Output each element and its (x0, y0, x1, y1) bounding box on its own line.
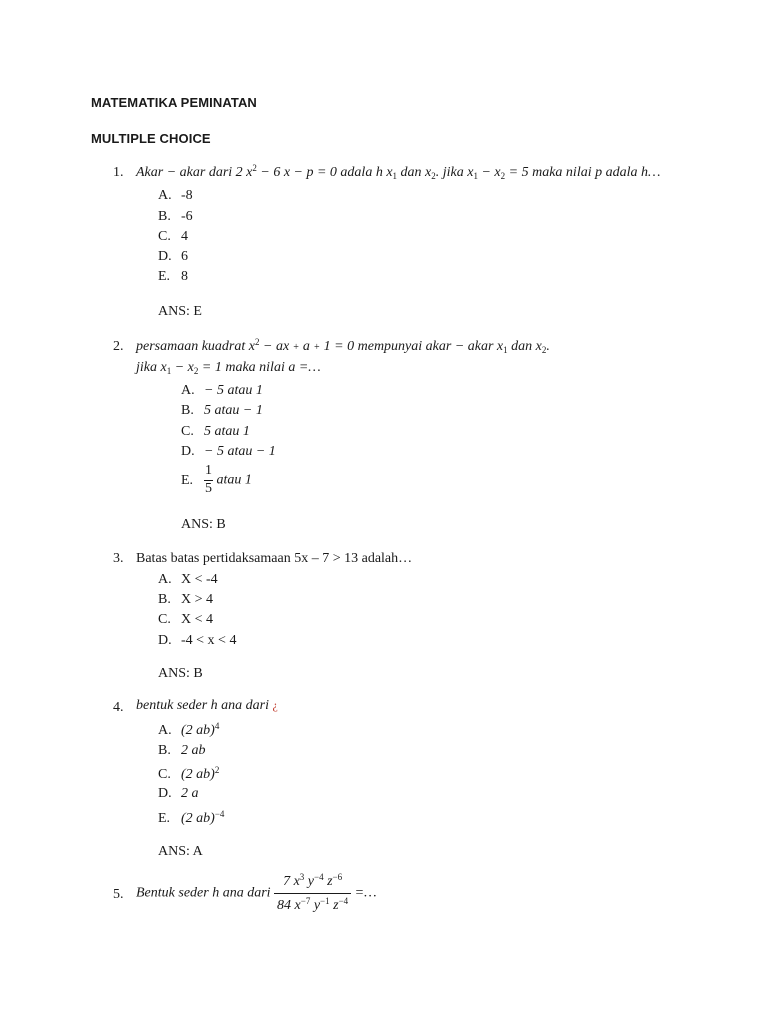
question-1-option-a[interactable]: A. -8 (158, 188, 193, 203)
question-1-option-b[interactable]: B. -6 (158, 209, 193, 224)
question-2-option-e[interactable]: E. $\frac{1}{5}$ atau 1 (181, 463, 252, 496)
question-3-option-d[interactable]: D. -4 < x < 4 (158, 633, 237, 648)
question-5-text: Bentuk seder h ana dari $\frac{7 x^3 y^{-4} z^{-6}}{84 x^{-7} y^{-1} z^{-4}}$ =… (136, 872, 377, 913)
question-3-option-a[interactable]: A. X < -4 (158, 572, 218, 587)
question-3-text: Batas batas pertidaksamaan 5x – 7 > 13 adalah… (136, 551, 413, 566)
question-2-option-b[interactable]: B. 5 atau − 1 (181, 403, 263, 418)
question-2-text-line-2: jika $x_1 - x_2 = 1$ maka nilai a =… (136, 360, 321, 376)
question-4-answer: ANS: A (158, 844, 203, 859)
question-3-option-b[interactable]: B. X > 4 (158, 592, 214, 607)
question-5-number: 5. (113, 887, 124, 902)
question-4-number: 4. (113, 700, 124, 715)
question-2-text-line-1: persamaan kuadrat $x^2$ − ax + a + 1 = 0 mempunyai akar − akar $x_1$ dan $x_2$. (136, 337, 550, 355)
question-4-option-c[interactable]: C. (2 ab)$^2$ (158, 765, 220, 782)
question-3-option-c[interactable]: C. X < 4 (158, 612, 214, 627)
question-2-number: 2. (113, 339, 124, 354)
question-1-number: 1. (113, 165, 124, 180)
question-2-option-d[interactable]: D. − 5 atau − 1 (181, 444, 276, 459)
question-2-option-a[interactable]: A. − 5 atau 1 (181, 383, 263, 398)
document-title: MATEMATIKA PEMINATAN (91, 95, 257, 110)
question-1-option-c[interactable]: C. 4 (158, 229, 188, 244)
question-4-option-a[interactable]: A. (2 ab)$^4$ (158, 721, 220, 738)
question-2-option-c[interactable]: C. 5 atau 1 (181, 424, 250, 439)
question-4-option-b[interactable]: B. 2 ab (158, 743, 206, 758)
question-4-option-e[interactable]: E. (2 ab)$^{-4}$ (158, 809, 225, 826)
section-heading: MULTIPLE CHOICE (91, 131, 211, 146)
question-4-option-d[interactable]: D. 2 a (158, 786, 199, 801)
question-2-answer: ANS: B (181, 517, 226, 532)
question-1-option-e[interactable]: E. 8 (158, 269, 188, 284)
question-1-answer: ANS: E (158, 304, 202, 319)
question-4-text: bentuk seder h ana dari ¿ (136, 698, 278, 713)
question-3-answer: ANS: B (158, 666, 203, 681)
question-1-option-d[interactable]: D. 6 (158, 249, 188, 264)
question-1-text: Akar − akar dari 2 $x^2 - 6$ x − p = 0 adala h $x_1$ dan $x_2$. jika $x_1 - x_2 = 5$ maka nilai p adala h… (136, 163, 661, 181)
question-3-number: 3. (113, 551, 124, 566)
